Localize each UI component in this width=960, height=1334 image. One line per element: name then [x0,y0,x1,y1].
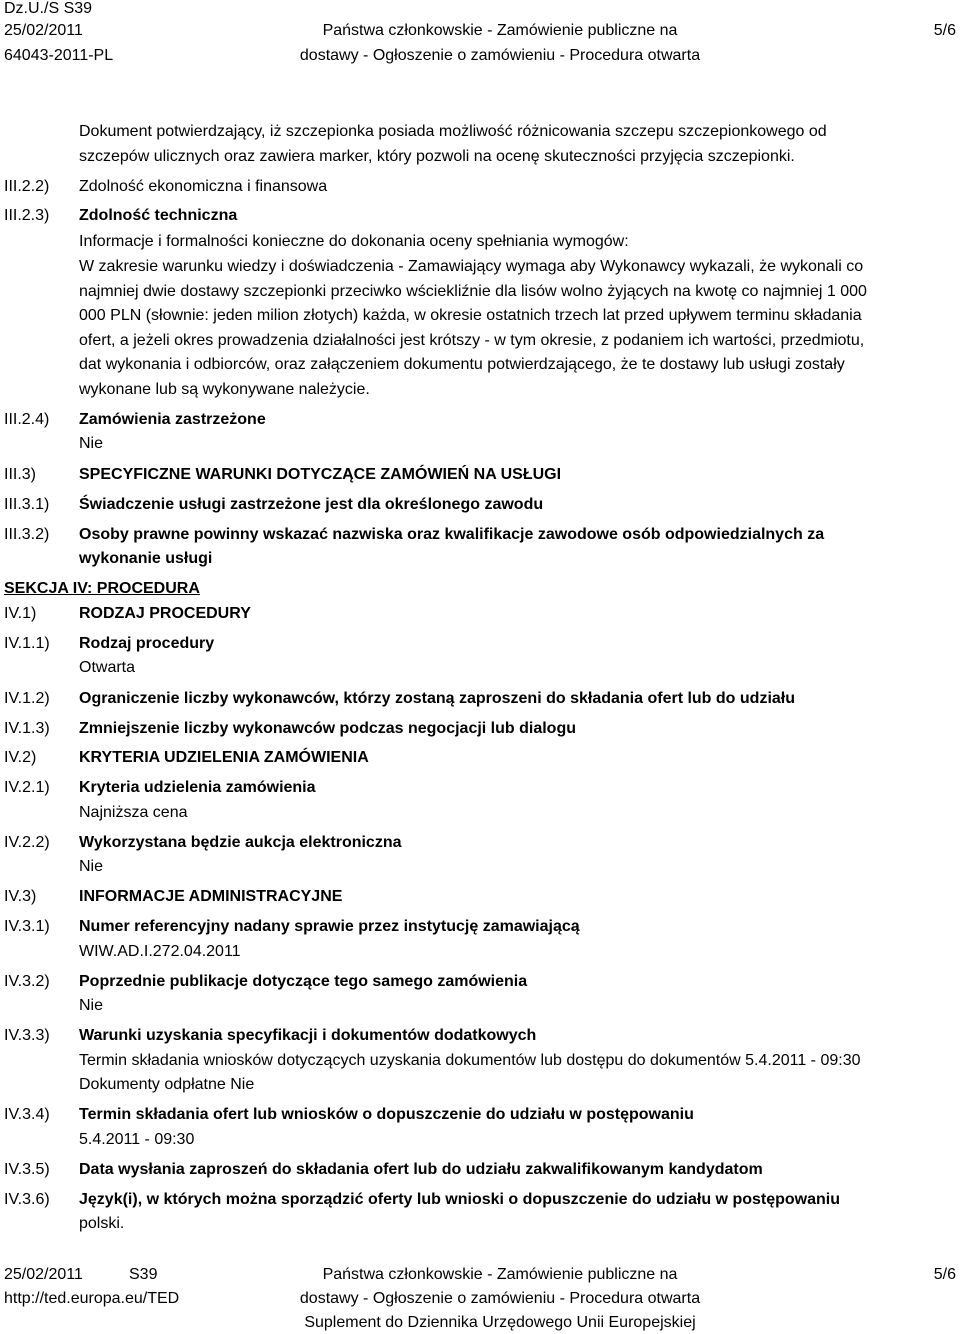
section-number: IV.2.2) [4,834,50,851]
section-intro-text: Informacje i formalności konieczne do dokonania oceny spełniania wymogów: [79,233,629,250]
section-number: III.3) [4,466,37,483]
paragraph-line: 000 PLN (słownie: jeden milion złotych) każda, w okresie ostatnich trzech lat przed upływem terminu składania [79,307,862,324]
section-heading: Numer referencyjny nadany sprawie przez instytucję zamawiającą [79,918,580,935]
section-heading: Warunki uzyskania specyfikacji i dokumentów dodatkowych [79,1027,537,1044]
section-heading-continued: wykonanie usługi [79,550,213,567]
section-number: IV.3.4) [4,1106,50,1123]
footer-url[interactable]: http://ted.europa.eu/TED [4,1290,180,1307]
footer-title-line1: Państwa członkowskie - Zamówienie publiczne na [322,1266,678,1283]
intro-line1: Dokument potwierdzający, iż szczepionka posiada możliwość różnicowania szczepu szczepionkowego od [79,123,827,140]
section-heading: Zamówienia zastrzeżone [79,411,266,428]
footer-date: 25/02/2011 [4,1266,83,1283]
footer-title-line2: dostawy - Ogłoszenie o zamówieniu - Procedura otwarta [299,1290,701,1307]
section-heading: INFORMACJE ADMINISTRACYJNE [79,888,343,905]
section-heading: RODZAJ PROCEDURY [79,605,251,622]
section-heading: Wykorzystana będzie aukcja elektroniczna [79,834,402,851]
paragraph-line: najmniej dwie dostawy szczepionki przeciwko wściekliźnie dla lisów wolno żyjących na kwotę co najmniej 1 000 [79,283,867,300]
section-heading: Świadczenie usługi zastrzeżone jest dla określonego zawodu [79,496,544,513]
section-number: IV.1.2) [4,690,50,707]
footer-title-line3: Suplement do Dziennika Urzędowego Unii Europejskiej [304,1314,696,1331]
section-number: IV.1) [4,605,37,622]
section-value: Nie [79,435,104,452]
section-number: IV.3.5) [4,1161,50,1178]
section-heading: Termin składania ofert lub wniosków o dopuszczenie do udziału w postępowaniu [79,1106,694,1123]
section-heading: Zdolność ekonomiczna i finansowa [79,178,328,195]
section-value: Otwarta [79,659,136,676]
section-heading: Data wysłania zaproszeń do składania ofert lub do udziału zakwalifikowanym kandydatom [79,1161,763,1178]
section-value: Najniższa cena [79,804,188,821]
header-doc-id: 64043-2011-PL [4,47,114,64]
section-heading: Poprzednie publikacje dotyczące tego samego zamówienia [79,973,528,990]
section-title: SEKCJA IV: PROCEDURA [4,580,200,597]
section-value: WIW.AD.I.272.04.2011 [79,943,241,960]
section-number: IV.2.1) [4,779,50,796]
section-heading: Język(i), w których można sporządzić oferty lub wnioski o dopuszczenie do udziału w postępowaniu [79,1191,840,1208]
section-heading: Zdolność techniczna [79,207,238,224]
section-text: Dokumenty odpłatne Nie [79,1076,255,1093]
section-number: IV.3.6) [4,1191,50,1208]
section-heading: Rodzaj procedury [79,635,215,652]
header-page-number: 5/6 [933,22,956,39]
section-number: IV.3.3) [4,1027,50,1044]
footer-series: S39 [129,1266,158,1283]
footer-page-number: 5/6 [933,1266,956,1283]
section-value: Nie [79,858,104,875]
section-value: polski. [79,1215,125,1232]
section-value: Nie [79,997,104,1014]
paragraph-line: dat wykonania i odbiorców, oraz załączeniem dokumentu potwierdzającego, że te dostawy lub usługi zostały [79,356,845,373]
section-number: IV.1.3) [4,720,50,737]
section-number: III.2.3) [4,207,50,224]
intro-line2: szczepów ulicznych oraz zawiera marker, który pozwoli na ocenę skuteczności przyjęcia szczepionki. [79,148,795,165]
section-number: III.2.4) [4,411,50,428]
header-date: 25/02/2011 [4,22,83,39]
header-title-line1: Państwa członkowskie - Zamówienie publiczne na [322,22,678,39]
header-title-line2: dostawy - Ogłoszenie o zamówieniu - Procedura otwarta [299,47,701,64]
section-number: IV.3) [4,888,37,905]
section-number: IV.3.1) [4,918,50,935]
header-ref: Dz.U./S S39 [4,0,93,17]
paragraph-line: W zakresie warunku wiedzy i doświadczenia - Zamawiający wymaga aby Wykonawcy wykazali, że wykonali co [79,258,864,275]
paragraph-line: wykonane lub są wykonywane należycie. [79,381,370,398]
section-number: IV.1.1) [4,635,50,652]
section-number: IV.2) [4,749,37,766]
section-heading: Ograniczenie liczby wykonawców, którzy zostaną zaproszeni do składania ofert lub do udziału [79,690,795,707]
section-number: III.3.2) [4,526,50,543]
section-value: 5.4.2011 - 09:30 [79,1131,195,1148]
section-number: III.3.1) [4,496,50,513]
section-text: Termin składania wniosków dotyczących uzyskania dokumentów lub dostępu do dokumentów 5.4.2011 - 09:30 [79,1052,861,1069]
section-heading: KRYTERIA UDZIELENIA ZAMÓWIENIA [79,749,369,766]
section-heading: Zmniejszenie liczby wykonawców podczas negocjacji lub dialogu [79,720,576,737]
paragraph-line: ofert, a jeżeli okres prowadzenia działalności jest krótszy - w tym okresie, z podaniem ich wartości, przedmiotu, [79,332,865,349]
section-number: IV.3.2) [4,973,50,990]
section-heading: Kryteria udzielenia zamówienia [79,779,316,796]
section-number: III.2.2) [4,178,50,195]
section-heading: Osoby prawne powinny wskazać nazwiska oraz kwalifikacje zawodowe osób odpowiedzialnych za [79,526,825,543]
section-heading: SPECYFICZNE WARUNKI DOTYCZĄCE ZAMÓWIEŃ NA USŁUGI [79,466,562,483]
